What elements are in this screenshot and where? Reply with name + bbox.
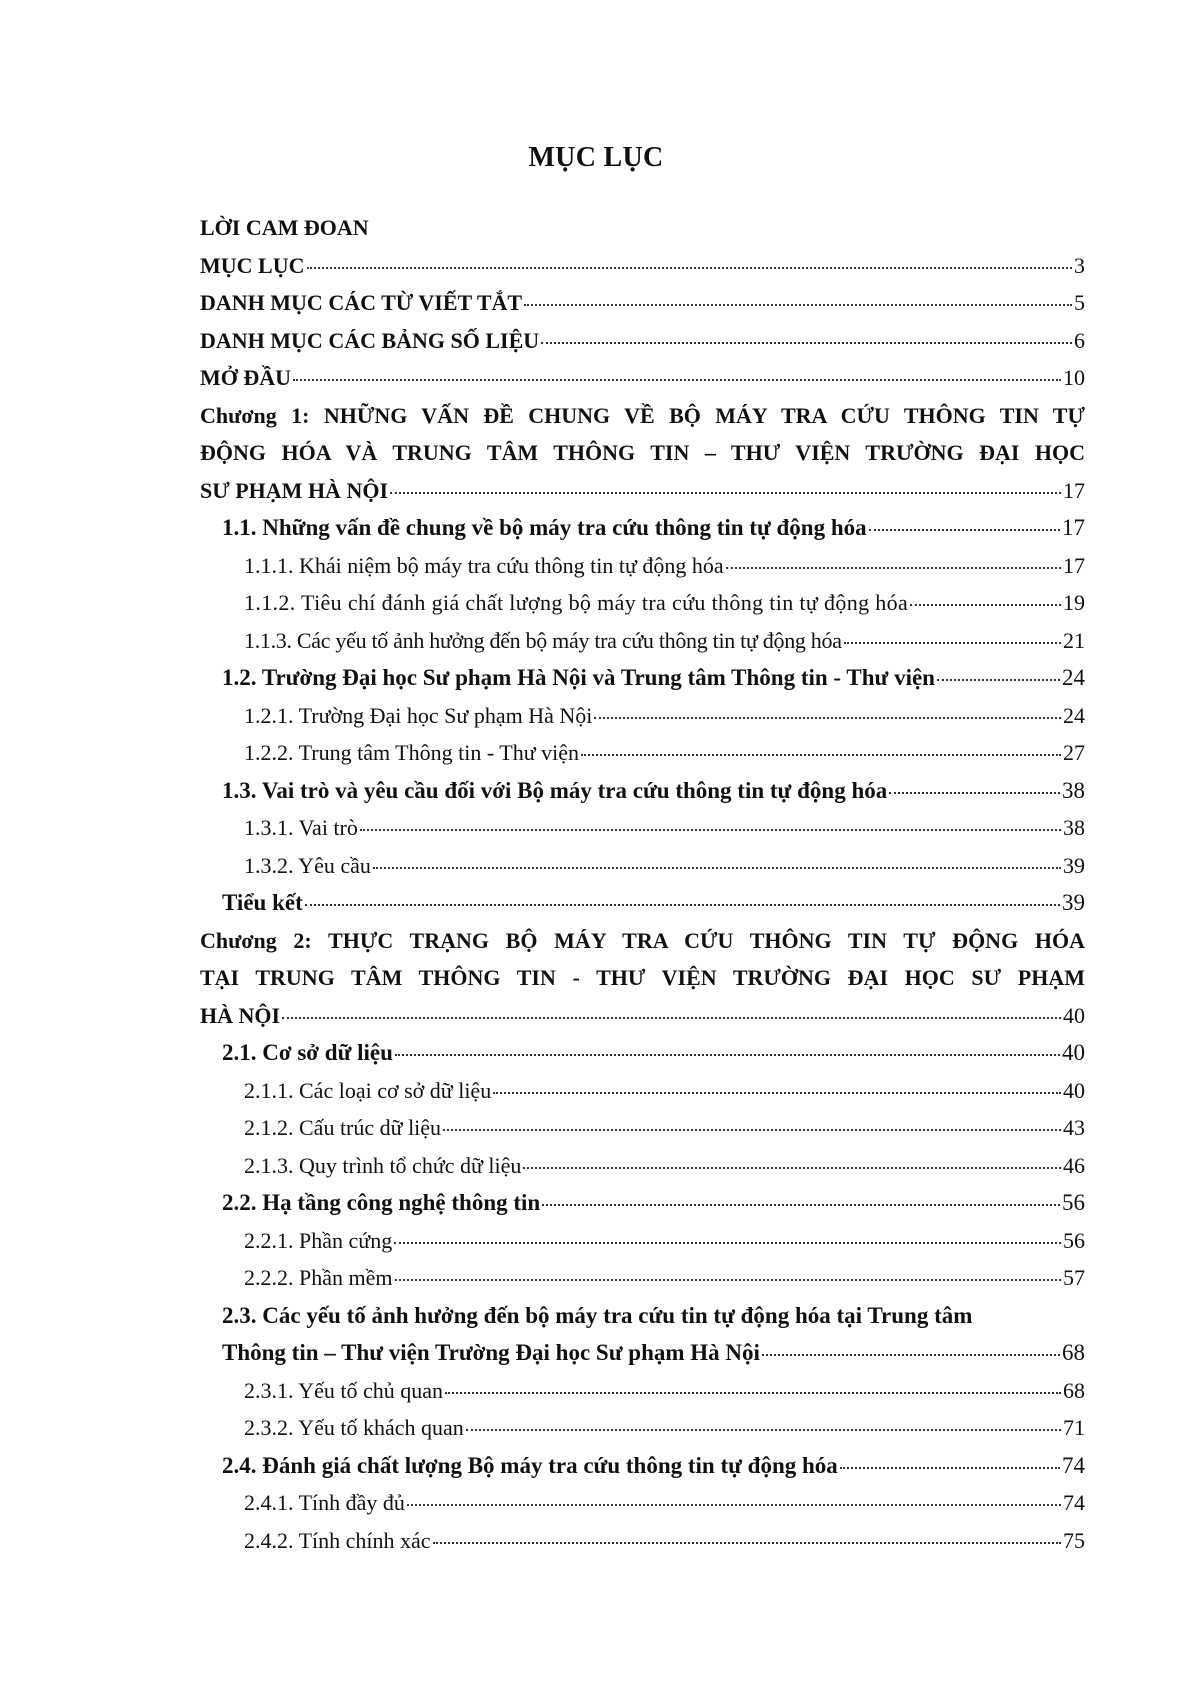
dot-leader <box>910 588 1061 610</box>
toc-section-label: 2.1. Cơ sở dữ liệu <box>222 1040 393 1065</box>
toc-page-number: 56 <box>1063 1227 1085 1253</box>
toc-page-number: 38 <box>1062 777 1085 803</box>
toc-entry-label: DANH MỤC CÁC TỪ VIẾT TẮT <box>200 290 523 315</box>
toc-page-number: 56 <box>1062 1190 1085 1215</box>
toc-section-2-3[interactable] <box>200 1334 1085 1372</box>
toc-subsection-1-3-2[interactable] <box>200 847 1085 885</box>
toc-section-label: Tiểu kết <box>222 890 303 915</box>
toc-page-number: 5 <box>1074 290 1085 315</box>
toc-subsection-label: 1.1.3. Các yếu tố ảnh hưởng đến bộ máy tra cứu thông tin tự động hóa <box>244 627 842 653</box>
toc-page-number: 3 <box>1074 252 1085 278</box>
dot-leader <box>293 363 1061 385</box>
toc-section-label: 1.2. Trường Đại học Sư phạm Hà Nội và Trung tâm Thông tin - Thư viện <box>222 665 935 690</box>
toc-page-number: 39 <box>1062 890 1085 915</box>
toc-section-1-3[interactable] <box>200 772 1085 810</box>
toc-entry-label: DANH MỤC CÁC BẢNG SỐ LIỆU <box>200 327 540 353</box>
toc-page-number: 39 <box>1063 852 1085 878</box>
toc-entry-label: MỞ ĐẦU <box>200 365 292 390</box>
dot-leader <box>360 813 1061 835</box>
dot-leader <box>594 701 1061 723</box>
toc-page-number: 24 <box>1063 702 1085 728</box>
table-of-contents <box>200 209 1085 1559</box>
toc-entry-label: LỜI CAM ĐOAN <box>200 215 369 240</box>
toc-entry-loi-cam-doan[interactable] <box>200 209 1085 247</box>
dot-leader <box>307 251 1073 273</box>
toc-page-number: 40 <box>1063 1002 1085 1028</box>
toc-page-number: 40 <box>1063 1077 1085 1103</box>
dot-leader <box>466 1413 1061 1435</box>
toc-page-number: 24 <box>1062 665 1085 690</box>
toc-subsection-label: 2.1.1. Các loại cơ sở dữ liệu <box>244 1077 492 1103</box>
toc-page-number: 17 <box>1062 515 1085 540</box>
toc-subsection-label: 2.2.2. Phần mềm <box>244 1265 393 1290</box>
chapter-title-line: ĐỘNG HÓA VÀ TRUNG TÂM THÔNG TIN – THƯ VIỆN TRƯỜNG ĐẠI HỌC <box>200 440 1085 465</box>
dot-leader <box>726 551 1061 573</box>
dot-leader <box>443 1113 1061 1135</box>
toc-page-number: 19 <box>1063 590 1085 615</box>
dot-leader <box>844 626 1061 648</box>
toc-entry-label: MỤC LỤC <box>200 252 305 278</box>
toc-subsection-1-1-3[interactable] <box>200 622 1085 660</box>
toc-subsection-label: 2.3.2. Yếu tố khách quan <box>244 1415 464 1440</box>
dot-leader <box>395 1037 1060 1060</box>
toc-subsection-label: 1.2.1. Trường Đại học Sư phạm Hà Nội <box>244 702 593 728</box>
toc-section-2-2[interactable] <box>200 1184 1085 1222</box>
toc-subsection-1-3-1[interactable] <box>200 809 1085 847</box>
toc-page-number: 43 <box>1063 1115 1085 1140</box>
toc-chapter-1-last-line[interactable] <box>200 472 1085 510</box>
dot-leader <box>523 1151 1061 1173</box>
toc-subsection-label: 1.1.2. Tiêu chí đánh giá chất lượng bộ máy tra cứu thông tin tự động hóa <box>244 590 909 615</box>
toc-subsection-label: 1.3.1. Vai trò <box>244 815 358 840</box>
toc-section-1-2[interactable] <box>200 659 1085 697</box>
toc-page-number: 17 <box>1063 477 1085 503</box>
dot-leader <box>869 512 1060 535</box>
dot-leader <box>840 1450 1060 1473</box>
toc-page-number: 68 <box>1063 1377 1085 1403</box>
toc-entry-muc-luc[interactable] <box>200 247 1085 285</box>
toc-subsection-label: 2.2.1. Phần cứng <box>244 1227 393 1253</box>
toc-page-number: 27 <box>1063 740 1085 765</box>
dot-leader <box>889 775 1060 798</box>
toc-section-label: 2.3. Các yếu tố ảnh hưởng đến bộ máy tra cứu tin tự động hóa tại Trung tâm <box>222 1302 973 1328</box>
dot-leader <box>407 1488 1061 1510</box>
toc-subsection-2-3-1[interactable] <box>200 1372 1085 1410</box>
dot-leader <box>937 662 1060 685</box>
toc-section-tieu-ket[interactable] <box>200 884 1085 922</box>
toc-section-label: 1.1. Những vấn đề chung về bộ máy tra cứu thông tin tự động hóa <box>222 515 867 540</box>
dot-leader <box>524 288 1072 310</box>
toc-subsection-label: 2.1.3. Quy trình tổ chức dữ liệu <box>244 1152 522 1178</box>
toc-page-number: 17 <box>1063 552 1085 578</box>
toc-subsection-label: 2.4.1. Tính đầy đủ <box>244 1490 405 1515</box>
toc-subsection-label: 1.3.2. Yêu cầu <box>244 852 371 878</box>
toc-section-label: 1.3. Vai trò và yêu cầu đối với Bộ máy tra cứu thông tin tự động hóa <box>222 777 888 803</box>
toc-page-number: 38 <box>1063 815 1085 840</box>
chapter-title-line: Chương 2: THỰC TRẠNG BỘ MÁY TRA CỨU THÔNG TIN TỰ ĐỘNG HÓA <box>200 927 1085 953</box>
toc-page-number: 46 <box>1063 1152 1085 1178</box>
toc-chapter-2-last-line[interactable] <box>200 997 1085 1035</box>
chapter-title-line: HÀ NỘI <box>200 1002 281 1028</box>
dot-leader <box>373 851 1061 873</box>
toc-page-number: 6 <box>1074 327 1085 353</box>
toc-subsection-2-2-1[interactable] <box>200 1222 1085 1260</box>
dot-leader <box>542 1187 1060 1210</box>
chapter-title-line: SƯ PHẠM HÀ NỘI <box>200 477 389 503</box>
toc-section-label: 2.2. Hạ tầng công nghệ thông tin <box>222 1190 541 1215</box>
chapter-title-line: TẠI TRUNG TÂM THÔNG TIN - THƯ VIỆN TRƯỜNG ĐẠI HỌC SƯ PHẠM <box>200 965 1085 990</box>
toc-page-number: 74 <box>1063 1490 1085 1515</box>
toc-page-number: 21 <box>1063 627 1085 653</box>
toc-subsection-1-2-2[interactable] <box>200 734 1085 772</box>
dot-leader <box>395 1263 1062 1285</box>
dot-leader <box>581 738 1061 760</box>
chapter-title-line: Chương 1: NHỮNG VẤN ĐỀ CHUNG VỀ BỘ MÁY TRA CỨU THÔNG TIN TỰ <box>200 402 1085 428</box>
toc-section-label: 2.4. Đánh giá chất lượng Bộ máy tra cứu thông tin tự động hóa <box>222 1452 838 1478</box>
toc-page-number: 40 <box>1062 1040 1085 1065</box>
toc-page-number: 74 <box>1062 1452 1085 1478</box>
dot-leader <box>305 887 1060 910</box>
toc-subsection-2-3-2[interactable] <box>200 1409 1085 1447</box>
dot-leader <box>433 1526 1061 1548</box>
toc-page-number: 71 <box>1063 1415 1085 1440</box>
toc-subsection-2-4-1[interactable] <box>200 1484 1085 1522</box>
toc-subsection-2-1-3[interactable] <box>200 1147 1085 1185</box>
toc-subsection-label: 2.1.2. Cấu trúc dữ liệu <box>244 1115 442 1140</box>
dot-leader <box>394 1226 1061 1248</box>
dot-leader <box>282 1001 1061 1023</box>
dot-leader <box>445 1376 1061 1398</box>
toc-section-label: Thông tin – Thư viện Trường Đại học Sư phạm Hà Nội <box>222 1340 760 1365</box>
page-title: MỤC LỤC <box>528 142 664 173</box>
dot-leader <box>541 326 1072 348</box>
toc-subsection-2-1-1[interactable] <box>200 1072 1085 1110</box>
toc-subsection-label: 2.4.2. Tính chính xác <box>244 1527 431 1553</box>
toc-page-number: 57 <box>1063 1265 1085 1290</box>
toc-section-2-3-first-line[interactable] <box>200 1297 1085 1335</box>
toc-subsection-1-1-2[interactable] <box>200 584 1085 622</box>
dot-leader <box>493 1076 1061 1098</box>
toc-section-2-4[interactable] <box>200 1447 1085 1485</box>
toc-section-1-1[interactable] <box>200 509 1085 547</box>
toc-subsection-label: 1.1.1. Khái niệm bộ máy tra cứu thông tin tự động hóa <box>244 552 724 578</box>
toc-page-number: 68 <box>1062 1340 1085 1365</box>
toc-chapter-1[interactable] <box>200 397 1085 472</box>
dot-leader <box>762 1337 1060 1360</box>
toc-section-2-1[interactable] <box>200 1034 1085 1072</box>
toc-page-number: 75 <box>1063 1527 1085 1553</box>
toc-subsection-label: 2.3.1. Yếu tố chủ quan <box>244 1377 443 1403</box>
dot-leader <box>390 476 1061 498</box>
toc-subsection-1-1-1[interactable] <box>200 547 1085 585</box>
toc-entry-abbreviations[interactable] <box>200 284 1085 322</box>
toc-subsection-1-2-1[interactable] <box>200 697 1085 735</box>
toc-page-number: 10 <box>1063 365 1085 390</box>
toc-entry-tables[interactable] <box>200 322 1085 360</box>
toc-subsection-2-1-2[interactable] <box>200 1109 1085 1147</box>
toc-chapter-2[interactable] <box>200 922 1085 997</box>
toc-subsection-2-4-2[interactable] <box>200 1522 1085 1560</box>
toc-entry-introduction[interactable] <box>200 359 1085 397</box>
toc-subsection-label: 1.2.2. Trung tâm Thông tin - Thư viện <box>244 740 580 765</box>
toc-subsection-2-2-2[interactable] <box>200 1259 1085 1297</box>
